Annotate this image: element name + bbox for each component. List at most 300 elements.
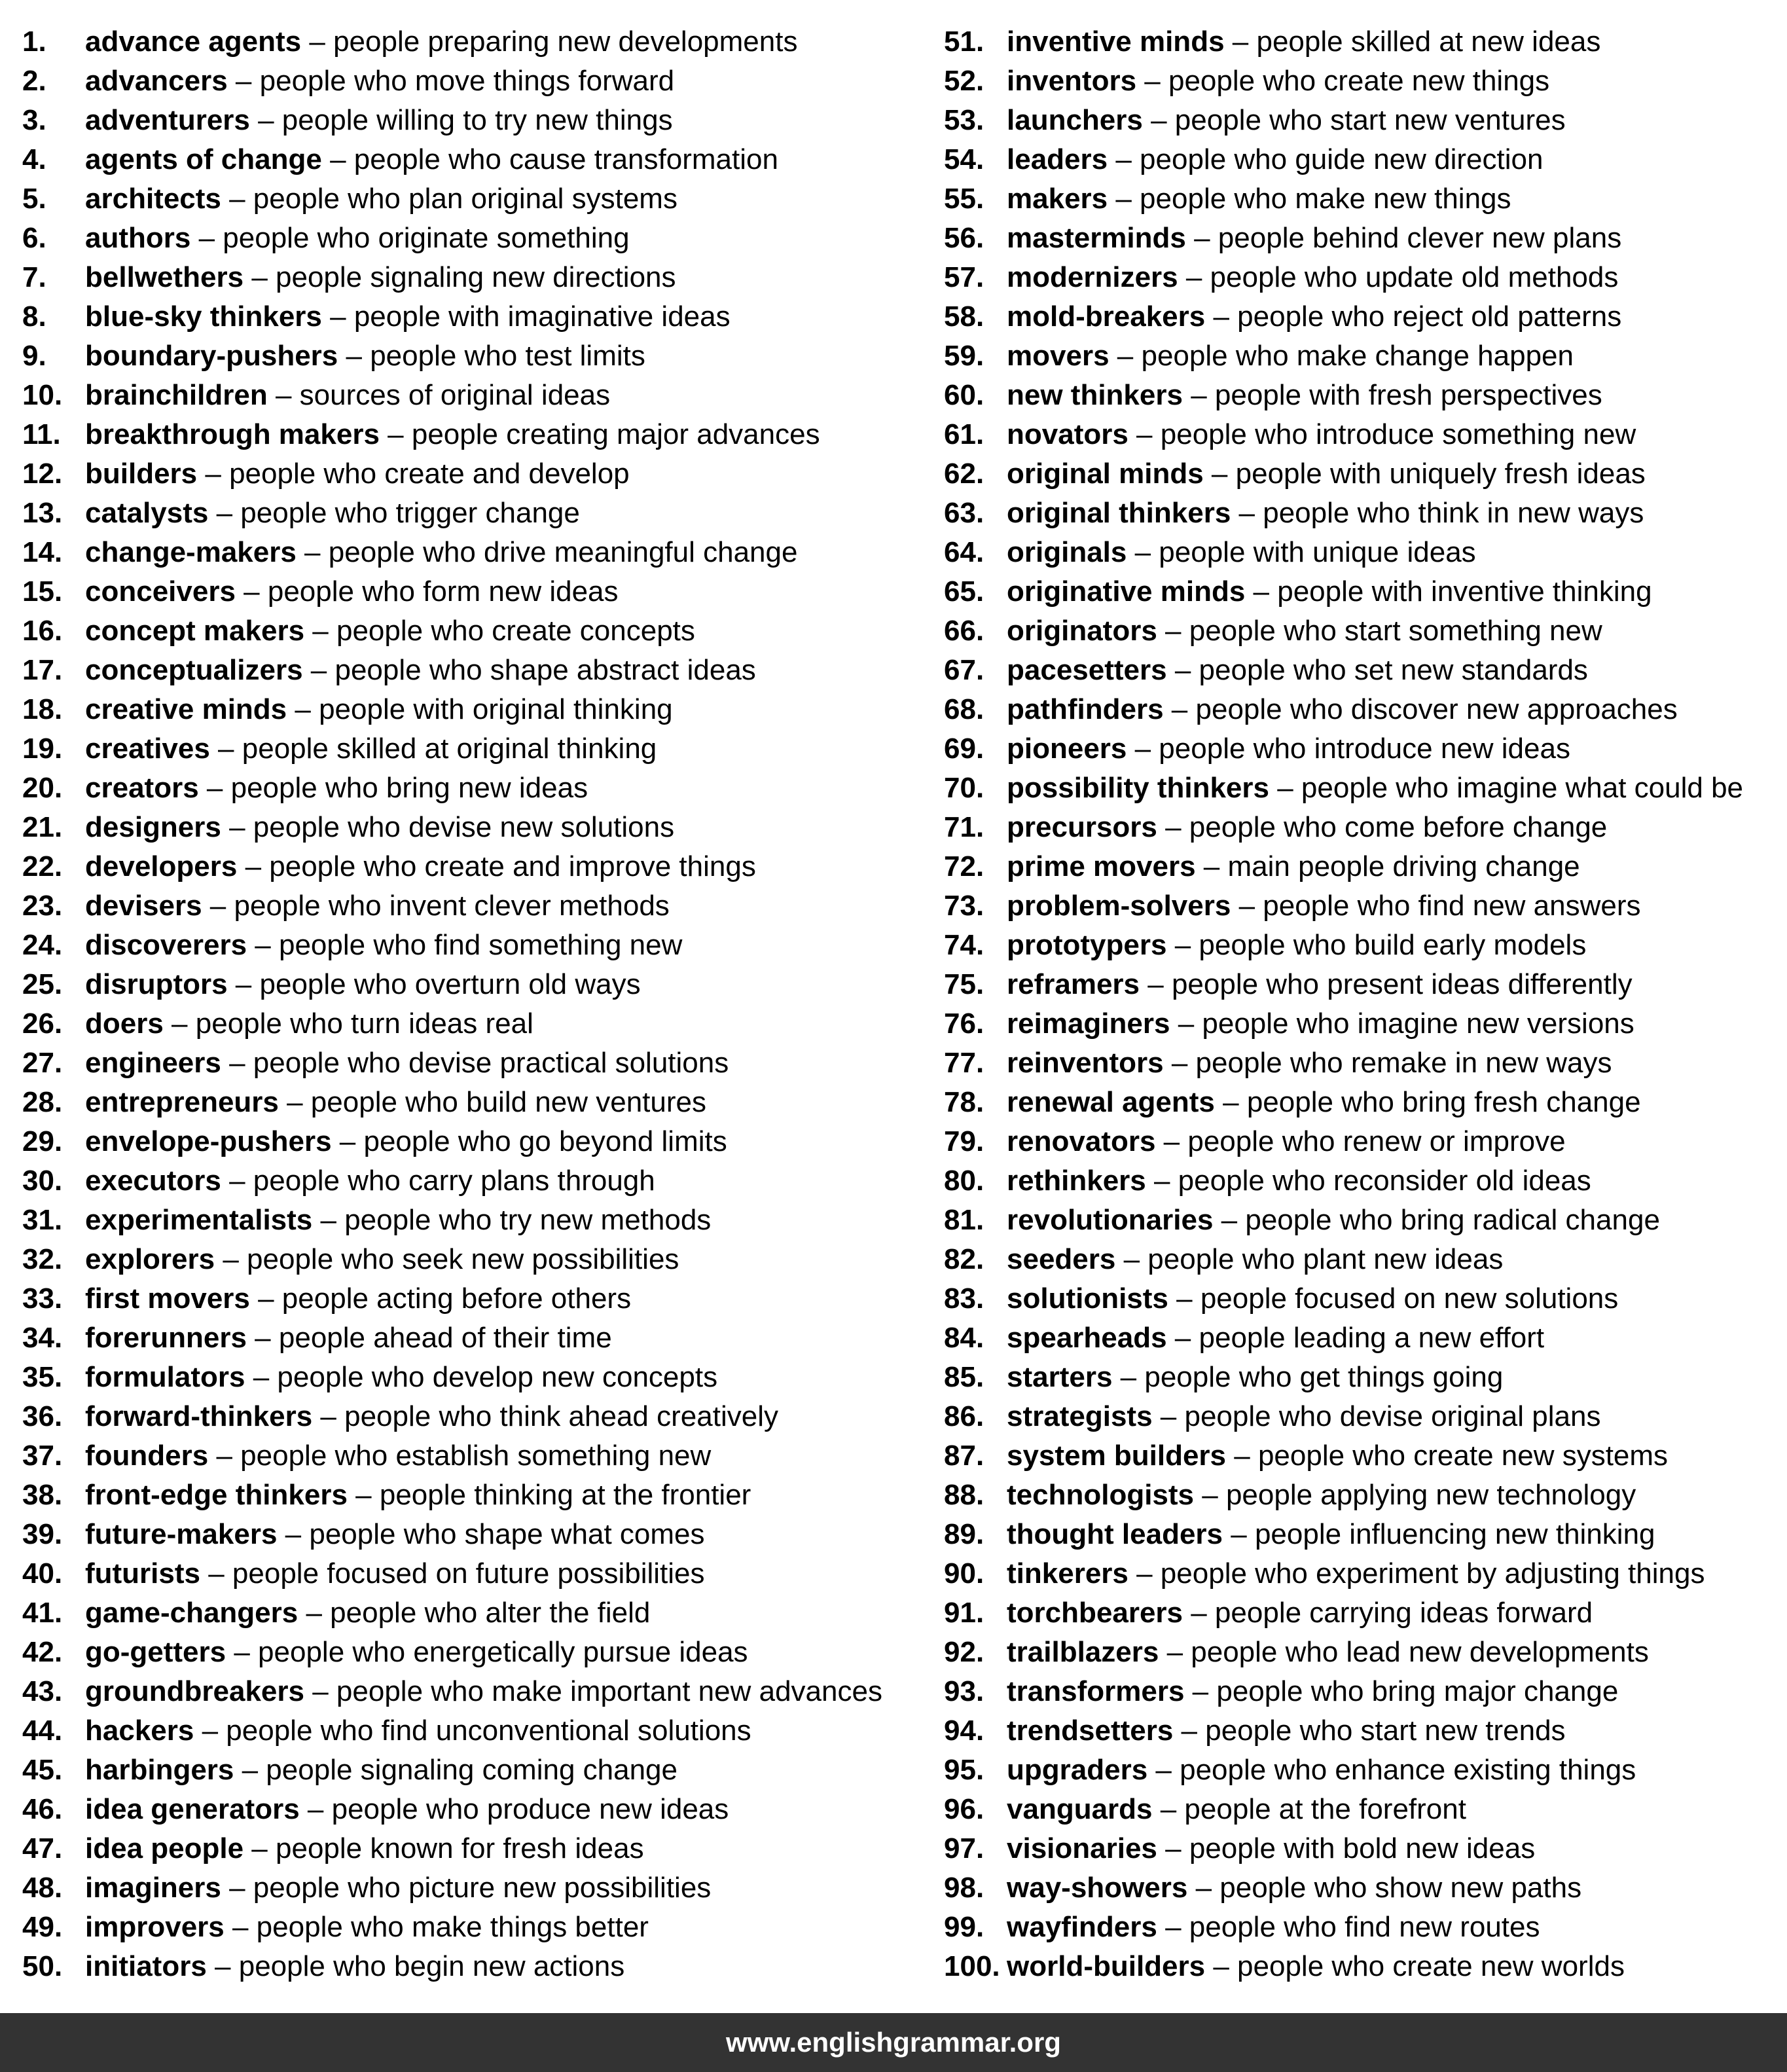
item-term: game-changers <box>85 1597 298 1629</box>
item-term: precursors <box>1007 811 1157 843</box>
list-item <box>22 1436 882 1476</box>
item-definition: – people skilled at original thinking <box>209 733 657 765</box>
item-term: way-showers <box>1007 1872 1188 1904</box>
item-definition: – people preparing new developments <box>301 26 798 58</box>
item-number: 85. <box>944 1361 984 1393</box>
list-item <box>944 690 1743 729</box>
item-definition: – sources of original ideas <box>267 379 611 411</box>
list-item <box>22 1908 882 1947</box>
list-item <box>22 1672 882 1711</box>
item-number: 22. <box>22 850 63 882</box>
list-item <box>944 1593 1743 1633</box>
item-term: change-makers <box>85 536 297 568</box>
list-item <box>944 1711 1743 1751</box>
item-definition: – people who present ideas differently <box>1140 968 1633 1000</box>
list-item <box>22 572 882 611</box>
item-definition: – people who trigger change <box>208 497 580 529</box>
list-item <box>22 533 882 572</box>
item-term: trailblazers <box>1007 1636 1159 1668</box>
item-number: 18. <box>22 693 63 725</box>
item-number: 28. <box>22 1086 63 1118</box>
item-term: future-makers <box>85 1518 278 1550</box>
item-number: 73. <box>944 890 984 922</box>
item-definition: – people who establish something new <box>208 1440 712 1472</box>
item-definition: – people focused on future possibilities <box>200 1557 705 1590</box>
item-number: 44. <box>22 1715 63 1747</box>
item-term: system builders <box>1007 1440 1227 1472</box>
item-number: 74. <box>944 929 984 961</box>
list-item <box>944 1908 1743 1947</box>
list-item <box>22 415 882 454</box>
item-definition: – people who imagine what could be <box>1269 772 1744 804</box>
list-item <box>22 1161 882 1201</box>
item-definition: – people who shape what comes <box>277 1518 705 1550</box>
item-term: makers <box>1007 183 1108 215</box>
list-item <box>22 1122 882 1161</box>
item-number: 29. <box>22 1125 63 1157</box>
item-number: 83. <box>944 1282 984 1315</box>
item-definition: – people who renew or improve <box>1155 1125 1566 1157</box>
item-definition: – people at the forefront <box>1152 1793 1466 1825</box>
item-definition: – people with imaginative ideas <box>321 300 731 333</box>
item-term: pacesetters <box>1007 654 1167 686</box>
item-term: conceptualizers <box>85 654 303 686</box>
item-number: 97. <box>944 1832 984 1864</box>
item-number: 21. <box>22 811 63 843</box>
item-definition: – people who seek new possibilities <box>215 1243 679 1275</box>
item-definition: – people influencing new thinking <box>1223 1518 1655 1550</box>
item-number: 23. <box>22 890 63 922</box>
item-number: 99. <box>944 1911 984 1943</box>
item-term: technologists <box>1007 1479 1195 1511</box>
item-definition: – people applying new technology <box>1194 1479 1636 1511</box>
item-number: 96. <box>944 1793 984 1825</box>
item-number: 57. <box>944 261 984 293</box>
item-definition: – people who produce new ideas <box>299 1793 729 1825</box>
item-definition: – people signaling new directions <box>244 261 676 293</box>
list-item <box>22 611 882 651</box>
item-definition: – people who create concepts <box>304 615 695 647</box>
item-definition: – people who bring fresh change <box>1214 1086 1641 1118</box>
list-item <box>22 179 882 219</box>
item-term: starters <box>1007 1361 1113 1393</box>
list-item <box>944 297 1743 336</box>
item-term: blue-sky thinkers <box>85 300 322 333</box>
item-number: 42. <box>22 1636 63 1668</box>
item-definition: – people who reconsider old ideas <box>1146 1165 1591 1197</box>
item-term: doers <box>85 1008 164 1040</box>
item-number: 1. <box>22 26 46 58</box>
list-item <box>944 1240 1743 1279</box>
item-number: 88. <box>944 1479 984 1511</box>
item-definition: – people who go beyond limits <box>331 1125 727 1157</box>
item-definition: – people who introduce something new <box>1128 418 1636 450</box>
item-number: 6. <box>22 222 46 254</box>
item-definition: – people who think ahead creatively <box>312 1400 778 1432</box>
list-item <box>944 1515 1743 1554</box>
item-term: reframers <box>1007 968 1140 1000</box>
item-number: 48. <box>22 1872 63 1904</box>
item-term: creators <box>85 772 199 804</box>
item-number: 12. <box>22 458 63 490</box>
item-definition: – people who imagine new versions <box>1170 1008 1634 1040</box>
item-definition: – people who guide new direction <box>1108 143 1543 175</box>
list-item <box>944 1751 1743 1790</box>
list-item <box>22 1751 882 1790</box>
item-term: conceivers <box>85 575 236 608</box>
list-item <box>944 729 1743 769</box>
item-number: 93. <box>944 1675 984 1707</box>
item-number: 69. <box>944 733 984 765</box>
item-number: 70. <box>944 772 984 804</box>
item-definition: – people carrying ideas forward <box>1183 1597 1593 1629</box>
item-number: 27. <box>22 1047 63 1079</box>
item-definition: – people with unique ideas <box>1127 536 1476 568</box>
list-item <box>22 1515 882 1554</box>
list-item <box>22 690 882 729</box>
item-definition: – people who find unconventional solutions <box>194 1715 751 1747</box>
item-definition: – people who drive meaningful change <box>296 536 798 568</box>
item-term: idea generators <box>85 1793 300 1825</box>
item-number: 40. <box>22 1557 63 1590</box>
item-number: 65. <box>944 575 984 608</box>
item-definition: – people who carry plans through <box>221 1165 655 1197</box>
list-item <box>22 1004 882 1044</box>
item-definition: – people thinking at the frontier <box>347 1479 751 1511</box>
list-item <box>944 22 1743 62</box>
item-definition: – people who build early models <box>1166 929 1587 961</box>
item-number: 20. <box>22 772 63 804</box>
list-item <box>944 1044 1743 1083</box>
item-definition: – people who plan original systems <box>221 183 677 215</box>
item-definition: – people known for fresh ideas <box>244 1832 644 1864</box>
item-term: torchbearers <box>1007 1597 1183 1629</box>
item-term: leaders <box>1007 143 1108 175</box>
list-item <box>944 1083 1743 1122</box>
list-item <box>22 1240 882 1279</box>
item-number: 78. <box>944 1086 984 1118</box>
item-definition: – people ahead of their time <box>246 1322 612 1354</box>
item-number: 25. <box>22 968 63 1000</box>
list-item <box>944 494 1743 533</box>
list-item <box>944 1279 1743 1318</box>
list-item <box>944 336 1743 376</box>
item-number: 84. <box>944 1322 984 1354</box>
item-number: 30. <box>22 1165 63 1197</box>
item-number: 10. <box>22 379 63 411</box>
item-number: 79. <box>944 1125 984 1157</box>
item-term: groundbreakers <box>85 1675 304 1707</box>
list-item <box>944 101 1743 140</box>
item-number: 19. <box>22 733 63 765</box>
list-item <box>22 336 882 376</box>
item-term: disruptors <box>85 968 228 1000</box>
item-number: 80. <box>944 1165 984 1197</box>
item-term: harbingers <box>85 1754 234 1786</box>
item-number: 9. <box>22 340 46 372</box>
item-term: adventurers <box>85 104 250 136</box>
item-term: executors <box>85 1165 221 1197</box>
list-item <box>22 62 882 101</box>
list-item <box>22 1083 882 1122</box>
list-item <box>944 1633 1743 1672</box>
item-number: 36. <box>22 1400 63 1432</box>
item-number: 14. <box>22 536 63 568</box>
item-term: originals <box>1007 536 1127 568</box>
list-item <box>944 1672 1743 1711</box>
item-term: prime movers <box>1007 850 1196 882</box>
list-item <box>22 1829 882 1868</box>
list-item <box>22 808 882 847</box>
item-number: 87. <box>944 1440 984 1472</box>
item-definition: – people who make change happen <box>1109 340 1574 372</box>
list-item <box>944 1790 1743 1829</box>
list-item <box>944 1318 1743 1358</box>
item-definition: – people who create new things <box>1136 65 1550 97</box>
item-term: agents of change <box>85 143 322 175</box>
list-item <box>944 140 1743 179</box>
item-definition: – people who find new routes <box>1157 1911 1540 1943</box>
item-number: 52. <box>944 65 984 97</box>
item-term: strategists <box>1007 1400 1153 1432</box>
item-term: creatives <box>85 733 210 765</box>
item-definition: – people who make new things <box>1108 183 1511 215</box>
item-term: original thinkers <box>1007 497 1231 529</box>
item-term: developers <box>85 850 238 882</box>
list-item <box>944 454 1743 494</box>
item-number: 2. <box>22 65 46 97</box>
item-definition: – people who experiment by adjusting things <box>1128 1557 1705 1590</box>
item-term: forward-thinkers <box>85 1400 313 1432</box>
item-number: 82. <box>944 1243 984 1275</box>
item-definition: – people who get things going <box>1112 1361 1504 1393</box>
item-number: 72. <box>944 850 984 882</box>
item-term: vanguards <box>1007 1793 1153 1825</box>
list-item <box>22 1358 882 1397</box>
item-term: trendsetters <box>1007 1715 1174 1747</box>
item-number: 32. <box>22 1243 63 1275</box>
item-term: imaginers <box>85 1872 221 1904</box>
word-list-left-column <box>22 22 882 1986</box>
item-number: 68. <box>944 693 984 725</box>
item-term: forerunners <box>85 1322 247 1354</box>
list-item <box>944 1868 1743 1908</box>
item-term: new thinkers <box>1007 379 1183 411</box>
item-term: launchers <box>1007 104 1143 136</box>
list-item <box>22 1790 882 1829</box>
item-term: revolutionaries <box>1007 1204 1214 1236</box>
item-term: seeders <box>1007 1243 1116 1275</box>
item-number: 34. <box>22 1322 63 1354</box>
item-number: 11. <box>22 418 61 450</box>
list-item <box>22 1633 882 1672</box>
item-definition: – people who energetically pursue ideas <box>226 1636 748 1668</box>
list-item <box>944 847 1743 886</box>
item-definition: – people acting before others <box>249 1282 632 1315</box>
item-term: visionaries <box>1007 1832 1157 1864</box>
list-item <box>22 926 882 965</box>
list-item <box>944 1122 1743 1161</box>
item-definition: – people who invent clever methods <box>202 890 670 922</box>
item-definition: – people with bold new ideas <box>1157 1832 1536 1864</box>
item-term: idea people <box>85 1832 244 1864</box>
item-definition: – people who make important new advances <box>304 1675 882 1707</box>
item-term: novators <box>1007 418 1128 450</box>
item-term: hackers <box>85 1715 194 1747</box>
list-item <box>22 1044 882 1083</box>
item-definition: – people who lead new developments <box>1159 1636 1649 1668</box>
item-number: 37. <box>22 1440 63 1472</box>
item-term: designers <box>85 811 221 843</box>
item-number: 86. <box>944 1400 984 1432</box>
item-number: 89. <box>944 1518 984 1550</box>
item-term: advancers <box>85 65 228 97</box>
item-term: discoverers <box>85 929 247 961</box>
item-term: mold-breakers <box>1007 300 1206 333</box>
item-term: architects <box>85 183 221 215</box>
item-number: 47. <box>22 1832 63 1864</box>
item-definition: – people who enhance existing things <box>1147 1754 1636 1786</box>
item-number: 60. <box>944 379 984 411</box>
item-term: devisers <box>85 890 202 922</box>
item-number: 53. <box>944 104 984 136</box>
item-term: front-edge thinkers <box>85 1479 348 1511</box>
item-definition: – people signaling coming change <box>234 1754 677 1786</box>
item-term: engineers <box>85 1047 221 1079</box>
item-number: 58. <box>944 300 984 333</box>
item-definition: – people who devise new solutions <box>221 811 675 843</box>
list-item <box>22 1711 882 1751</box>
item-term: world-builders <box>1007 1950 1206 1982</box>
item-definition: – people leading a new effort <box>1166 1322 1545 1354</box>
item-definition: – people who discover new approaches <box>1163 693 1678 725</box>
list-item <box>944 1004 1743 1044</box>
item-number: 17. <box>22 654 63 686</box>
list-item <box>944 258 1743 297</box>
item-number: 43. <box>22 1675 63 1707</box>
item-number: 35. <box>22 1361 63 1393</box>
list-item <box>944 62 1743 101</box>
item-number: 56. <box>944 222 984 254</box>
item-definition: – people who build new ventures <box>278 1086 706 1118</box>
item-definition: – people with uniquely fresh ideas <box>1203 458 1646 490</box>
item-term: brainchildren <box>85 379 268 411</box>
item-term: originators <box>1007 615 1157 647</box>
item-number: 31. <box>22 1204 63 1236</box>
item-definition: – people who come before change <box>1157 811 1608 843</box>
item-definition: – people who start new trends <box>1173 1715 1566 1747</box>
item-term: first movers <box>85 1282 250 1315</box>
item-number: 90. <box>944 1557 984 1590</box>
item-definition: – people who move things forward <box>227 65 675 97</box>
list-item <box>22 1279 882 1318</box>
item-number: 24. <box>22 929 63 961</box>
list-item <box>22 1947 882 1986</box>
item-number: 26. <box>22 1008 63 1040</box>
item-term: creative minds <box>85 693 287 725</box>
list-item <box>22 140 882 179</box>
item-definition: – people who test limits <box>338 340 645 372</box>
item-number: 67. <box>944 654 984 686</box>
list-item <box>22 847 882 886</box>
item-number: 45. <box>22 1754 63 1786</box>
item-number: 63. <box>944 497 984 529</box>
list-item <box>944 965 1743 1004</box>
item-number: 81. <box>944 1204 984 1236</box>
item-definition: – people who bring major change <box>1184 1675 1619 1707</box>
item-term: transformers <box>1007 1675 1185 1707</box>
item-term: futurists <box>85 1557 200 1590</box>
list-item <box>944 651 1743 690</box>
item-term: modernizers <box>1007 261 1178 293</box>
item-definition: – people who overturn old ways <box>227 968 641 1000</box>
item-definition: – people who picture new possibilities <box>221 1872 712 1904</box>
item-definition: – people creating major advances <box>379 418 820 450</box>
item-definition: – people willing to try new things <box>249 104 673 136</box>
list-item <box>22 1476 882 1515</box>
item-definition: – people who find new answers <box>1231 890 1641 922</box>
item-term: thought leaders <box>1007 1518 1223 1550</box>
list-item <box>944 1358 1743 1397</box>
list-item <box>944 533 1743 572</box>
list-item <box>22 1318 882 1358</box>
item-term: solutionists <box>1007 1282 1168 1315</box>
item-number: 50. <box>22 1950 63 1982</box>
item-definition: – people who shape abstract ideas <box>302 654 756 686</box>
item-term: prototypers <box>1007 929 1167 961</box>
list-item <box>944 886 1743 926</box>
item-term: originative minds <box>1007 575 1246 608</box>
item-term: authors <box>85 222 191 254</box>
item-number: 15. <box>22 575 63 608</box>
list-item <box>22 219 882 258</box>
item-term: explorers <box>85 1243 215 1275</box>
item-number: 38. <box>22 1479 63 1511</box>
item-definition: – people who start new ventures <box>1142 104 1566 136</box>
item-definition: – people who originate something <box>190 222 630 254</box>
item-definition: – people who start something new <box>1157 615 1602 647</box>
list-item <box>22 886 882 926</box>
item-term: boundary-pushers <box>85 340 338 372</box>
list-item <box>22 1201 882 1240</box>
list-item <box>944 1947 1743 1986</box>
item-number: 59. <box>944 340 984 372</box>
item-number: 8. <box>22 300 46 333</box>
item-definition: – people who develop new concepts <box>245 1361 718 1393</box>
list-item <box>944 219 1743 258</box>
item-term: reimaginers <box>1007 1008 1170 1040</box>
item-term: entrepreneurs <box>85 1086 279 1118</box>
item-definition: – people who devise practical solutions <box>221 1047 729 1079</box>
item-definition: – people who bring new ideas <box>198 772 588 804</box>
item-definition: – people who begin new actions <box>206 1950 625 1982</box>
item-term: possibility thinkers <box>1007 772 1269 804</box>
list-item <box>22 494 882 533</box>
list-item <box>22 297 882 336</box>
item-definition: – people who devise original plans <box>1152 1400 1601 1432</box>
list-item <box>22 258 882 297</box>
item-definition: – people who alter the field <box>298 1597 651 1629</box>
item-definition: – people who plant new ideas <box>1115 1243 1504 1275</box>
item-term: advance agents <box>85 26 302 58</box>
footer-bar <box>0 2013 1787 2072</box>
item-term: movers <box>1007 340 1110 372</box>
item-term: wayfinders <box>1007 1911 1157 1943</box>
item-number: 94. <box>944 1715 984 1747</box>
item-definition: – people behind clever new plans <box>1185 222 1622 254</box>
list-item <box>944 769 1743 808</box>
item-number: 3. <box>22 104 46 136</box>
